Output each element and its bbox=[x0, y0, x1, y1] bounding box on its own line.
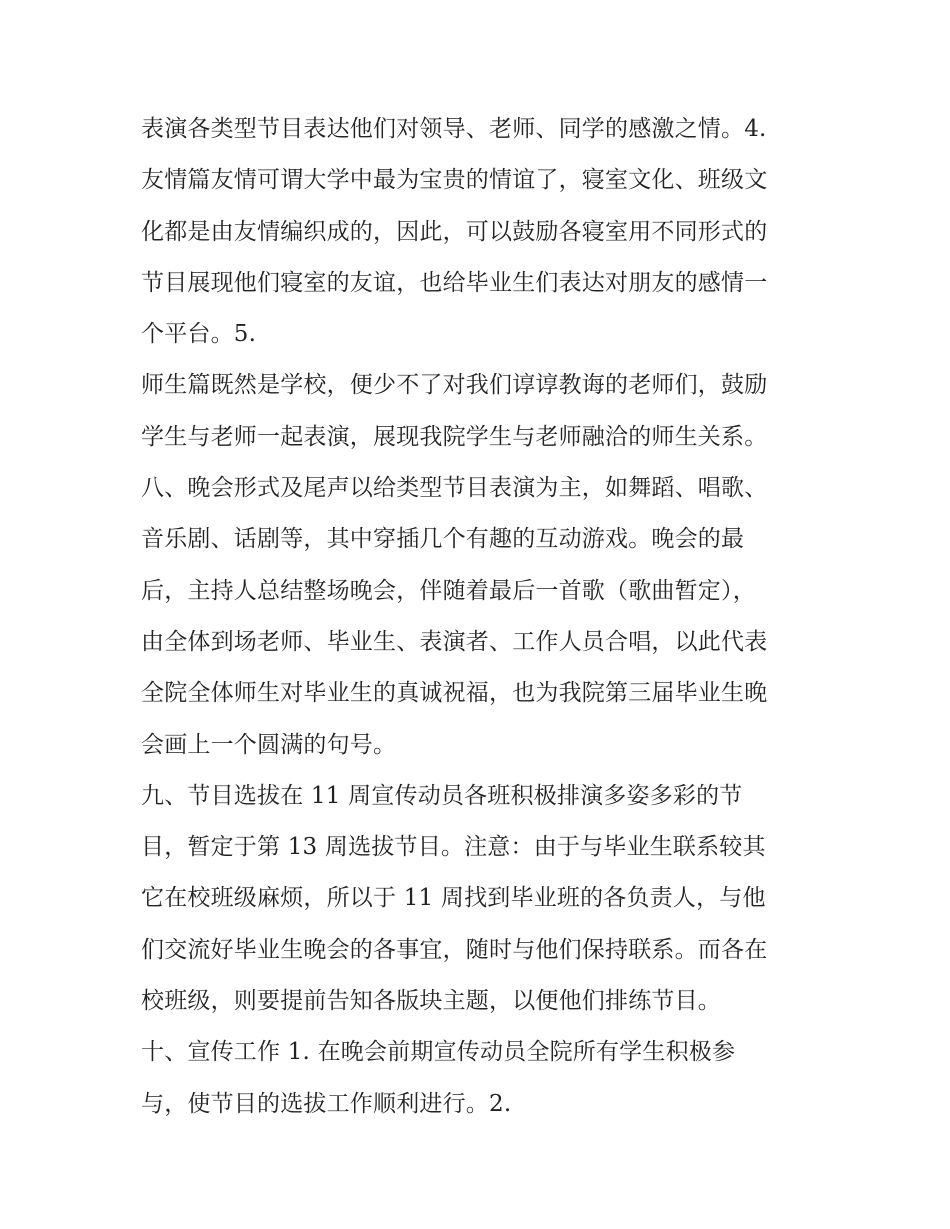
text-line: 师生篇既然是学校，便少不了对我们谆谆教诲的老师们，鼓励 bbox=[141, 372, 768, 399]
text-line: 它在校班级麻烦，所以于 11 周找到毕业班的各负责人，与他 bbox=[141, 885, 766, 912]
text-line: 后，主持人总结整场晚会，伴随着最后一首歌（歌曲暂定）， bbox=[141, 577, 756, 604]
text-line: 与，使节目的选拔工作顺利进行。2. bbox=[141, 1090, 512, 1117]
text-line: 化都是由友情编织成的，因此，可以鼓励各寝室用不同形式的 bbox=[141, 218, 768, 245]
text-line: 表演各类型节目表达他们对领导、老师、同学的感激之情。4. bbox=[141, 116, 767, 142]
text-line: 由全体到场老师、毕业生、表演者、工作人员合唱，以此代表 bbox=[141, 628, 768, 655]
text-line: 全院全体师生对毕业生的真诚祝福，也为我院第三届毕业生晚 bbox=[141, 680, 768, 707]
text-line: 个平台。5. bbox=[141, 321, 257, 348]
text-line: 友情篇友情可谓大学中最为宝贵的情谊了，寝室文化、班级文 bbox=[141, 167, 768, 194]
text-line: 们交流好毕业生晚会的各事宜，随时与他们保持联系。而各在 bbox=[141, 936, 768, 963]
text-line: 节目展现他们寝室的友谊，也给毕业生们表达对朋友的感情一 bbox=[141, 269, 768, 296]
text-line: 音乐剧、话剧等，其中穿插几个有趣的互动游戏。晚会的最 bbox=[141, 526, 745, 553]
text-line: 校班级，则要提前告知各版块主题，以便他们排练节目。 bbox=[141, 988, 721, 1015]
text-line: 十、宣传工作 1. 在晚会前期宣传动员全院所有学生积极参 bbox=[141, 1039, 736, 1066]
text-line: 学生与老师一起表演，展现我院学生与老师融洽的师生关系。 bbox=[141, 423, 768, 450]
body-text bbox=[141, 104, 821, 1130]
text-line: 会画上一个圆满的句号。 bbox=[141, 731, 397, 758]
text-line: 八、晚会形式及尾声以给类型节目表演为主，如舞蹈、唱歌、 bbox=[141, 475, 768, 502]
text-line: 目，暂定于第 13 周选拔节目。注意：由于与毕业生联系较其 bbox=[141, 834, 766, 861]
text-line: 九、节目选拔在 11 周宣传动员各班积极排演多姿多彩的节 bbox=[141, 782, 743, 809]
